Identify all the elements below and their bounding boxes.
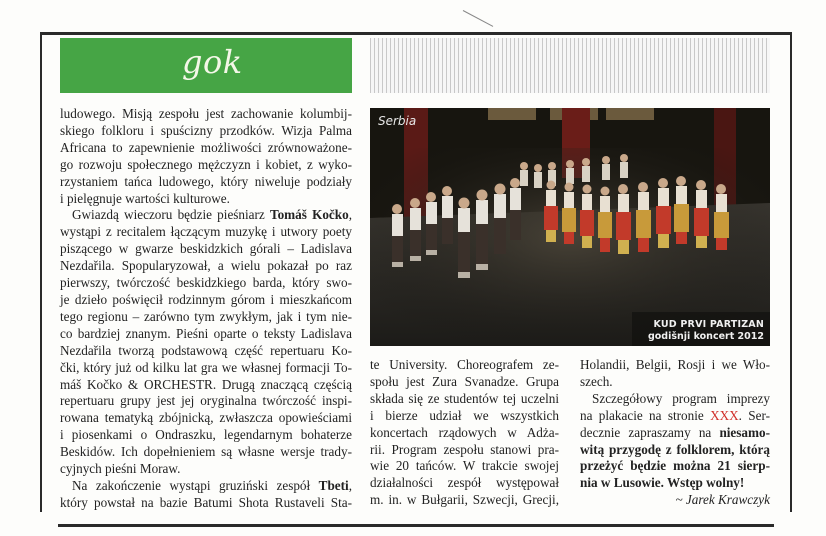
frame-top-rule <box>40 32 792 35</box>
paragraph-2 <box>60 207 352 478</box>
text-line: Nezdařila tworzą podstawową część repertuaru Ko- <box>60 342 352 358</box>
text-line: rii. Program zespołu stanowi pra- <box>370 441 559 457</box>
frame-left-rule <box>40 32 42 512</box>
text-line-bold: witą przygodę z folklorem, którą <box>580 441 770 457</box>
decorative-stripes <box>370 38 770 93</box>
frame-bottom-rule <box>58 524 774 527</box>
text-line <box>580 425 770 442</box>
author-signature: ~ Jarek Krawczyk <box>675 492 770 508</box>
text-run: . Ser- <box>738 407 770 423</box>
text-line: go rozwoju społecznego mężczyzn i kobiet, z wyko- <box>60 156 352 172</box>
photo-credit-title: KUD PRVI PARTIZAN <box>653 319 764 330</box>
text-run: decznie zapraszamy na <box>580 424 720 440</box>
paragraph-3 <box>60 478 352 512</box>
text-line: piszącego w gwarze beskidzkich górali – Ladislava <box>60 241 352 257</box>
scan-mark <box>463 10 493 27</box>
dance-photo-illustration <box>370 108 770 346</box>
section-title: gok <box>182 43 243 81</box>
bold-run: niesamo- <box>719 424 770 440</box>
text-line: rowana tematyką zbójnicką, zwłaszcza opowieściami <box>60 410 352 426</box>
text-line: wystąpi z recitalem łączącym muzykę i utwory poety <box>60 224 352 240</box>
text-line: máš Kočko & ORCHESTR. Drugą znaczącą częścią <box>60 376 352 392</box>
text-line: čki, który już od kilku lat gra we własnej formacji To- <box>60 359 352 375</box>
text-column-1 <box>60 106 352 512</box>
photo-location-label: Serbia <box>378 114 417 128</box>
text-line: co bardziej znanym. Pieśni oparte o teksty Ladislava <box>60 325 352 341</box>
text-line: te University. Choreografem ze- <box>370 357 559 372</box>
text-line: Holandii, Belgii, Rosji i we Wło- <box>580 357 770 372</box>
text-line: ludowego. Misją zespołu jest zachowanie kolumbij- <box>60 106 352 121</box>
text-run: Gwiazdą wieczoru będzie pieśniarz <box>72 207 270 223</box>
text-line: tego regionu – zarówno tym zwykłym, jak i tym nie- <box>60 308 352 324</box>
photo-credit-subtitle: godišnji koncert 2012 <box>647 331 764 342</box>
text-line: cyjnych pieśni Moraw. <box>60 461 181 477</box>
paragraph-1 <box>60 106 352 207</box>
page-reference-placeholder: XXX <box>710 407 739 423</box>
text-line: Nezdařila. Spopularyzował, a wielu pokazał po raz <box>60 258 352 274</box>
text-line: który powstał na bazie Batumi Shota Rustaveli Sta- <box>60 494 352 510</box>
text-line <box>60 478 352 495</box>
dance-photo <box>370 108 770 346</box>
text-line: Africana to zapewnienie możliwości zrównoważone- <box>60 139 352 155</box>
text-column-3 <box>580 357 770 509</box>
text-run: , <box>348 207 352 223</box>
performer-name: Tomáš Kočko <box>269 207 349 223</box>
text-column-2 <box>370 357 559 509</box>
text-run: na plakacie na stronie <box>580 407 711 423</box>
text-line: wie 20 tańców. W trakcie swojej <box>370 458 559 474</box>
text-line-bold: przeżyć będzie można 21 sierp- <box>580 458 770 474</box>
text-line: skiego folkloru i spuścizny przodków. Wizja Palma <box>60 122 352 138</box>
ensemble-name: Tbeti <box>318 477 349 493</box>
text-line: pierwszy, twórczość beskidzkiego barda, który swo- <box>60 275 352 291</box>
text-line: Szczegółowy program imprezy <box>592 390 770 406</box>
frame-right-rule <box>790 32 792 512</box>
text-run: , <box>348 477 352 493</box>
text-line <box>60 207 352 224</box>
text-line: działalności zespół występował <box>370 475 559 491</box>
text-line: składa się ze studentów tej uczelni <box>370 390 559 406</box>
text-line: m. in. w Bułgarii, Szwecji, Grecji, <box>370 492 559 508</box>
text-line: repertuaru grupy jest jej oryginalna twórczość inspi- <box>60 393 352 409</box>
text-line: i piosenkami o Ondraszku, legendarnym bohaterze <box>60 427 352 443</box>
text-line: i bierze udział we wszystkich <box>370 407 559 423</box>
text-line <box>580 408 770 425</box>
text-line: je dzieło poświęcił rodzinnym górom i mieszkańcom <box>60 291 352 307</box>
text-run: Na zakończenie wystąpi gruziński zespół <box>72 477 319 493</box>
text-line: Beskidów. Ich dopełnieniem są własne wersje trady- <box>60 444 352 460</box>
text-line: szech. <box>580 373 613 389</box>
section-header-bar <box>60 38 352 93</box>
text-line: rzystaniem tańca ludowego, który niweluje podziały <box>60 173 352 189</box>
text-line: koncertach rządowych w Adża- <box>370 424 559 440</box>
text-line-bold: nia w Lusowie. Wstęp wolny! <box>580 475 745 491</box>
text-line: społu jest Zura Svanadze. Grupa <box>370 373 559 389</box>
text-line: i pielęgnuje wartości kulturowe. <box>60 190 230 206</box>
